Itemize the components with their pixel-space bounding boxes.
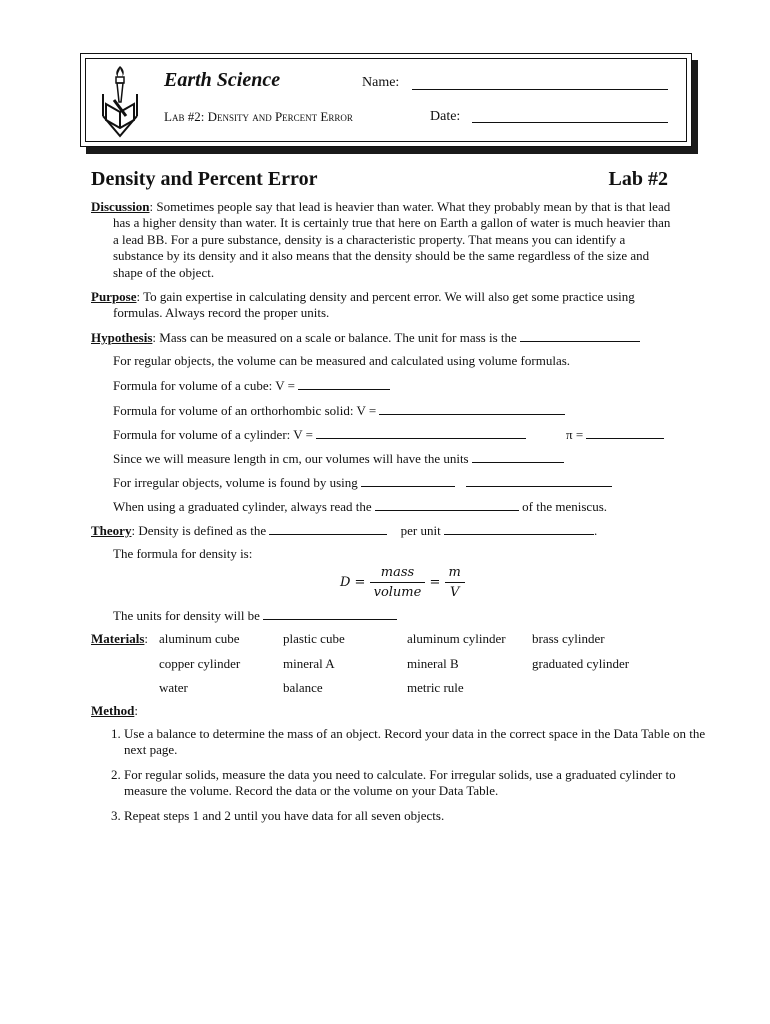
torch-book-logo-icon [100,64,140,140]
regular-objects-line: For regular objects, the volume can be measured and calculated using volume formulas. [113,353,571,368]
method-heading: Method [91,703,135,718]
theory-heading: Theory [91,523,132,538]
discussion-paragraph: Discussion: Sometimes people say that lead is heavier than water. What they probably mean by that is that lead has a higher density than water. It is certainly true that here on Earth a gallon of water is much heavier than a lead BB. For a pure substance, density is a characteristic property. That means you can identify a substance by its density and it also means that the density should be the same regardless of the size and shape of the object. [91,199,671,280]
method-step: 1. Use a balance to determine the mass of an object. Record your data in the correct space in the Data Table on the next page. [124,726,714,759]
lab-number: Lab #2 [608,168,668,190]
hypothesis-paragraph: Hypothesis: Mass can be measured on a scale or balance. The unit for mass is the [91,329,677,346]
mass-unit-blank[interactable] [520,329,640,342]
material-item: water [159,680,188,695]
density-units-line: The units for density will be [113,607,397,624]
per-unit-blank[interactable] [444,522,594,535]
lab-subtitle: Lab #2: Density and Percent Error [164,109,353,124]
theory-paragraph: Theory: Density is defined as the per unit . [91,523,598,538]
date-field[interactable] [472,122,668,123]
irregular-method-blank-2[interactable] [466,474,612,487]
density-formula: D = $\frac{\text{mass}}{\text{volume}}$ = $\frac{m}{V}$ [340,565,465,600]
graduated-cylinder-line: When using a graduated cylinder, always read the of the meniscus. [113,499,607,514]
purpose-paragraph: Purpose: To gain expertise in calculating density and percent error. We will also get some practice using formulas. Always record the proper units. [91,289,635,321]
volume-units-line: Since we will measure length in cm, our volumes will have the units [113,450,564,467]
materials-heading: Materials [91,631,145,646]
pi-blank[interactable] [586,426,664,439]
density-defined-blank[interactable] [269,522,387,535]
method-steps [91,726,714,832]
ortho-formula-line: Formula for volume of an orthorhombic solid: V = [113,402,565,419]
discussion-heading: Discussion [91,199,150,214]
material-item: metric rule [407,680,464,695]
material-item: graduated cylinder [532,656,630,671]
material-item: aluminum cylinder [407,631,506,646]
cube-formula-blank[interactable] [298,377,390,390]
material-item: mineral B [407,656,459,671]
formula-intro: The formula for density is: [113,546,253,561]
cube-formula-line: Formula for volume of a cube: V = [113,377,390,394]
cylinder-formula-blank[interactable] [316,426,526,439]
ortho-formula-blank[interactable] [379,402,565,415]
material-item: plastic cube [283,631,345,646]
materials-heading-wrap: Materials: [91,631,149,646]
cylinder-formula-line: Formula for volume of a cylinder: V = [113,426,526,443]
page-title: Density and Percent Error [91,168,318,190]
method-step: 2. For regular solids, measure the data you need to calculate. For irregular solids, use a graduated cylinder to measure the volume. Record the data or the volume on your Data Table. [124,767,714,800]
material-item: copper cylinder [159,656,241,671]
material-item: brass cylinder [532,631,605,646]
meniscus-blank[interactable] [375,498,519,511]
method-step: 3. Repeat steps 1 and 2 until you have data for all seven objects. [124,808,714,824]
material-item: balance [283,680,323,695]
hypothesis-heading: Hypothesis [91,330,153,345]
name-label: Name: [362,75,400,90]
pi-line: π = [566,426,664,443]
material-item: aluminum cube [159,631,240,646]
irregular-objects-line: For irregular objects, volume is found by using [113,474,612,491]
volume-units-blank[interactable] [472,450,564,463]
density-units-blank[interactable] [263,607,397,620]
course-title: Earth Science [164,69,281,91]
name-field[interactable] [412,89,668,90]
material-item: mineral A [283,656,335,671]
method-heading-wrap: Method: [91,703,138,718]
purpose-heading: Purpose [91,289,137,304]
irregular-method-blank-1[interactable] [361,474,455,487]
date-label: Date: [430,109,461,124]
